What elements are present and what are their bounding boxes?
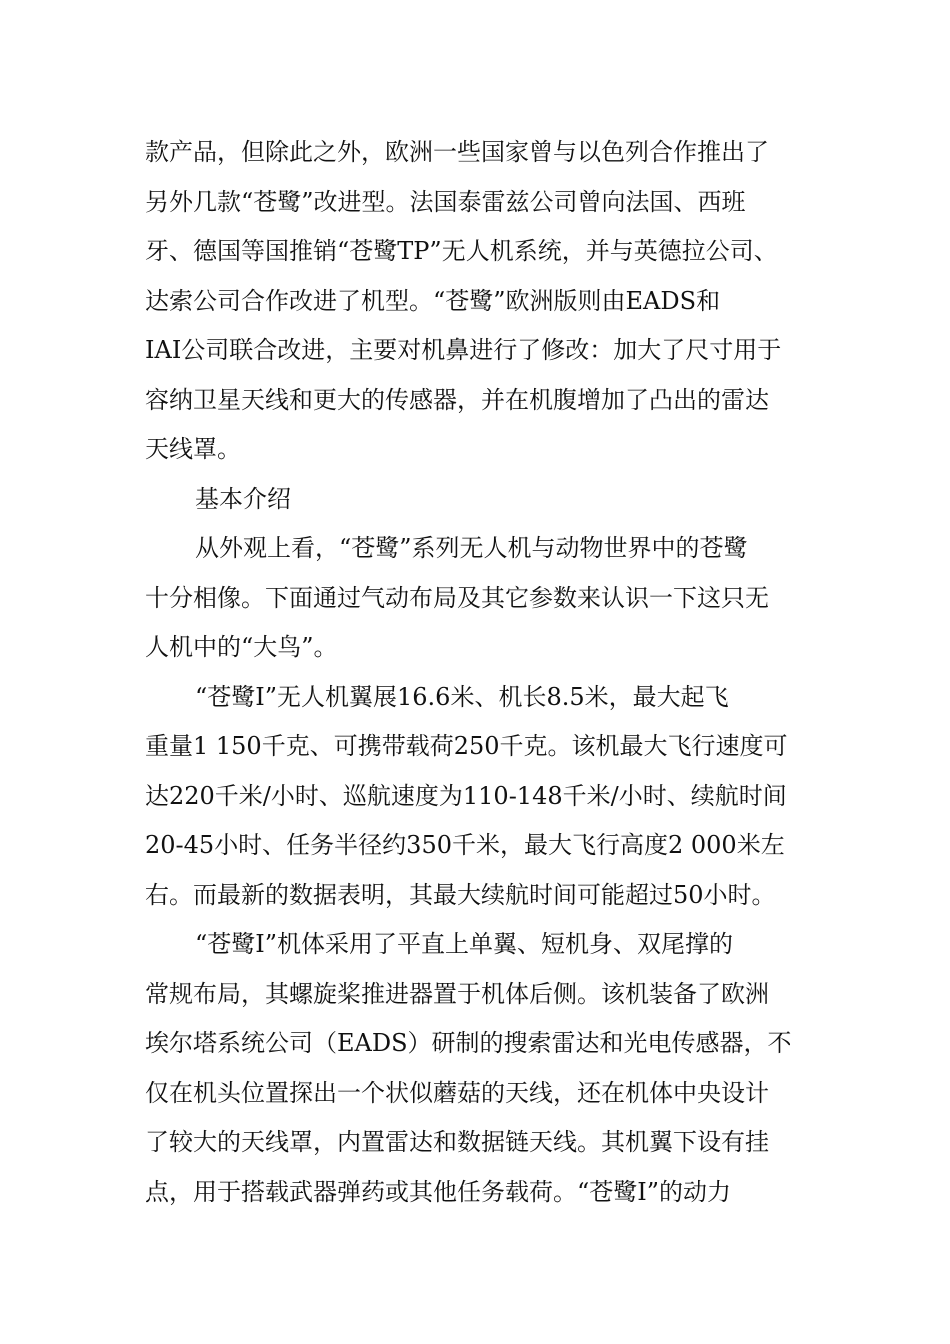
text-line: 了较大的天线罩，内置雷达和数据链天线。其机翼下设有挂 [145, 1128, 769, 1156]
text-line: 天线罩。 [145, 435, 241, 463]
text-line: 人机中的“大鸟”。 [145, 633, 338, 661]
text-line: 20-45小时、任务半径约350千米，最大飞行高度2 000米左 [145, 831, 785, 859]
text-line: 十分相像。下面通过气动布局及其它参数来认识一下这只无 [145, 583, 769, 612]
text-line: “苍鹭Ⅰ”机体采用了平直上单翼、短机身、双尾撑的 [195, 930, 734, 958]
text-line: 达索公司合作改进了机型。“苍鹭”欧洲版则由EADS和 [145, 286, 721, 315]
text-line: 重量1 150千克、可携带载荷250千克。该机最大飞行速度可 [145, 732, 788, 760]
text-line: 仅在机头位置探出一个状似蘑菇的天线，还在机体中央设计 [145, 1078, 769, 1107]
paragraph [145, 475, 825, 525]
text-line: 容纳卫星天线和更大的传感器，并在机腹增加了凸出的雷达 [145, 385, 769, 414]
paragraph [145, 524, 825, 673]
text-line: 达220千米/小时、巡航速度为110-148千米/小时、续航时间 [145, 781, 787, 810]
text-line: 右。而最新的数据表明，其最大续航时间可能超过50小时。 [145, 880, 776, 909]
text-line: 从外观上看，“苍鹭”系列无人机与动物世界中的苍鹭 [195, 534, 748, 562]
text-line: 常规布局，其螺旋桨推进器置于机体后侧。该机装备了欧洲 [145, 979, 769, 1008]
text-line: 基本介绍 [195, 484, 291, 513]
paragraph [145, 920, 825, 1217]
paragraph [145, 673, 825, 921]
text-line: 另外几款“苍鹭”改进型。法国泰雷兹公司曾向法国、西班 [145, 187, 746, 216]
text-line: 点，用于搭载武器弹药或其他任务载荷。“苍鹭Ⅰ”的动力 [145, 1177, 732, 1206]
paragraph [145, 128, 825, 475]
text-line: “苍鹭Ⅰ”无人机翼展16.6米、机长8.5米，最大起飞 [195, 682, 729, 711]
text-line: 牙、德国等国推销“苍鹭TP”无人机系统，并与英德拉公司、 [145, 237, 778, 265]
body-text [145, 128, 825, 1217]
text-line: IAI公司联合改进，主要对机鼻进行了修改：加大了尺寸用于 [145, 336, 782, 364]
text-line: 埃尔塔系统公司（EADS）研制的搜索雷达和光电传感器，不 [145, 1029, 792, 1057]
text-line: 款产品，但除此之外，欧洲一些国家曾与以色列合作推出了 [145, 138, 769, 166]
